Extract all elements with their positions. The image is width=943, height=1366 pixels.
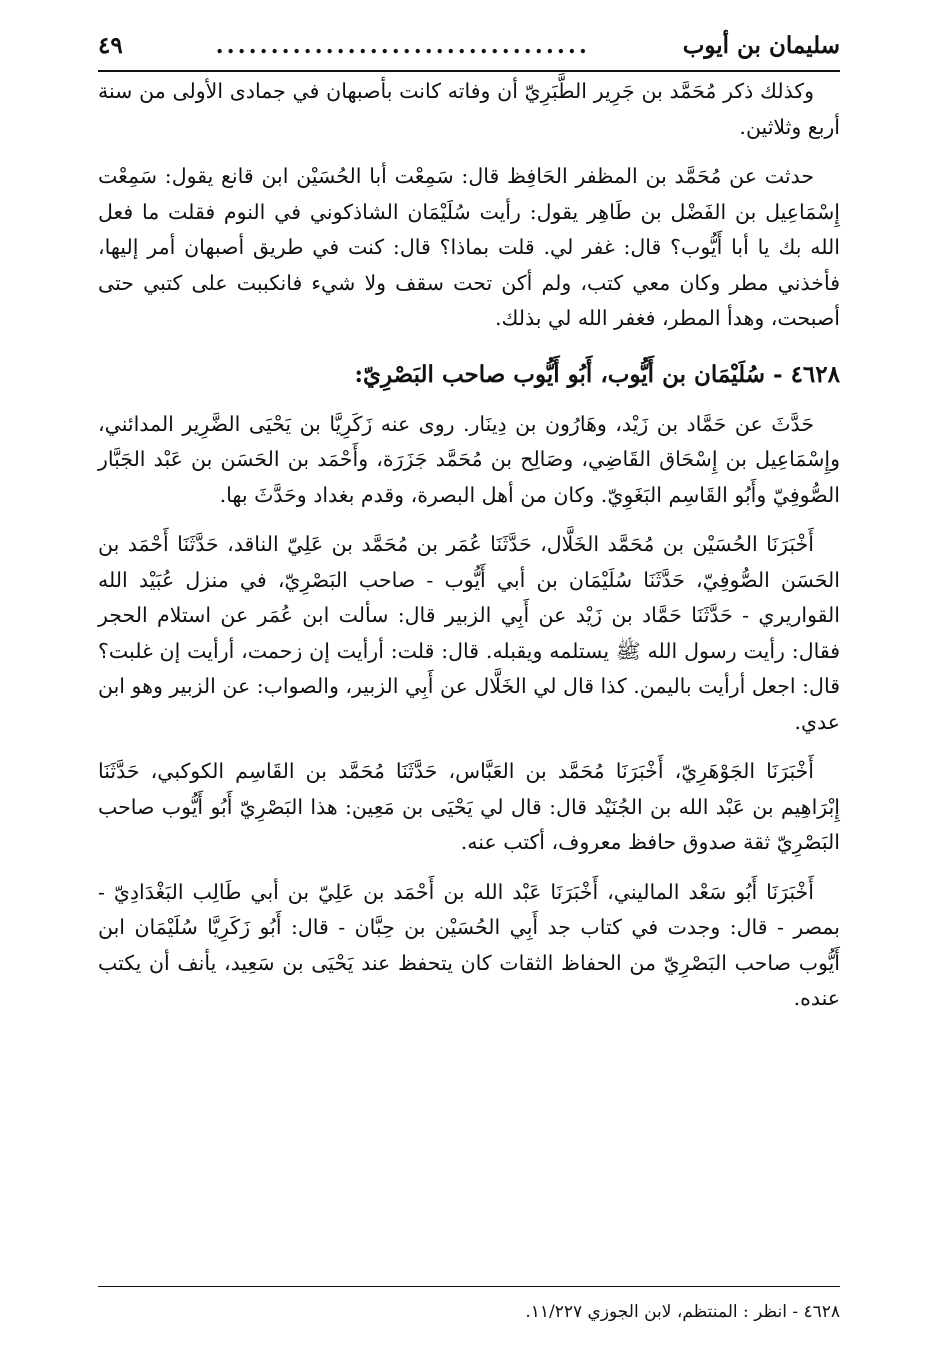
page-body <box>98 74 840 1017</box>
page-number: ٤٩ <box>98 32 123 59</box>
paragraph: أَخْبَرَنَا أَبُو سَعْد الماليني، أَخْبَرَنَا عَبْد الله بن أَحْمَد بن عَلِيّ بن أبي طَالِب البَغْدَادِيّ - بمصر - قال: وجدت في كتاب جد أَبِي الحُسَيْن بن حِبَّان - قال: أَبُو زَكَرِيَّا سُلَيْمَان ابن أَيُّوب صاحب البَصْرِيّ من الحفاظ الثقات كان يتحفظ عند يَحْيَى بن سَعِيد، يأنف أن يكتب عنده. <box>98 879 840 1010</box>
paragraph: حَدَّثَ عن حَمَّاد بن زَيْد، وهَارُون بن دِينَار. روى عنه زَكَرِيَّا بن يَحْيَى الضَّرِير المدائني، وإِسْمَاعِيل بن إِسْحَاق القَاضِي، وصَالِح بن مُحَمَّد جَزَرَة، وأَحْمَد بن الحَسَن بن عَبْد الجَبَّار الصُّوفِيّ وأَبُو القَاسِم البَغَوِيّ. وكان من أهل البصرة، وقدم بغداد وحَدَّثَ بها. <box>98 411 840 507</box>
entry-heading: ٤٦٢٨ - سُلَيْمَان بن أَيُّوب، أَبُو أَيُّوب صاحب البَصْرِيّ: <box>354 360 840 388</box>
book-page <box>98 28 840 1338</box>
running-head-title: سليمان بن أيوب <box>682 32 840 59</box>
paragraph: أَخْبَرَنَا الحُسَيْن بن مُحَمَّد الخَلَّال، حَدَّثَنَا عُمَر بن مُحَمَّد بن عَلِيّ الناقد، حَدَّثَنَا أَحْمَد بن الحَسَن الصُّوفِيّ، حَدَّثَنَا سُلَيْمَان بن أبي أَيُّوب - صاحب البَصْرِيّ، في منزل عُبَيْد الله القواريري - حَدَّثَنَا حَمَّاد بن زَيْد عن أَبِي الزبير قال: سألت ابن عُمَر عن استلام الحجر فقال: رأيت رسول الله ﷺ يستلمه ويقبله. قال: قلت: أرأيت إن زحمت، أرأيت إن غلبت؟ قال: اجعل أرأيت باليمن. كذا قال لي الخَلَّال عن أَبِي الزبير، والصواب: عن الزبير وهو ابن عدي. <box>98 532 840 734</box>
paragraph: حدثت عن مُحَمَّد بن المظفر الحَافِظ قال: سَمِعْت أبا الحُسَيْن ابن قانع يقول: سَمِعْت إِسْمَاعِيل بن الفَضْل بن طَاهِر يقول: رأيت سُلَيْمَان الشاذكوني في النوم فقلت ما فعل الله بك يا أبا أَيُّوب؟ قال: غفر لي. قلت بماذا؟ قال: كنت في طريق أصبهان أمر إليها، فأخذني مطر وكان معي كتب، ولم أكن تحت سقف ولا شيء فانكببت على كتبي حتى أصبحت، وهدأ المطر، فغفر الله لي بذلك. <box>98 164 840 330</box>
paragraph: وكذلك ذكر مُحَمَّد بن جَرِير الطَّبَرِيّ أن وفاته كانت بأصبهان في جمادى الأولى من سنة أربع وثلاثين. <box>98 79 840 139</box>
footnote: ٤٦٢٨ - انظر : المنتظم، لابن الجوزي ١١/٢٢٧. <box>98 1286 840 1325</box>
leader-dots: .................................. <box>215 32 590 59</box>
paragraph: أَخْبَرَنَا الجَوْهَرِيّ، أَخْبَرَنَا مُحَمَّد بن العَبَّاس، حَدَّثَنَا مُحَمَّد بن القَاسِم الكوكبي، حَدَّثَنَا إِبْرَاهِيم بن عَبْد الله بن الجُنَيْد قال: قال لي يَحْيَى بن مَعِين: هذا البَصْرِيّ أَبُو أَيُّوب صاحب البَصْرِيّ ثقة صدوق حافظ معروف، أكتب عنه. <box>98 759 840 854</box>
running-header <box>98 28 840 72</box>
